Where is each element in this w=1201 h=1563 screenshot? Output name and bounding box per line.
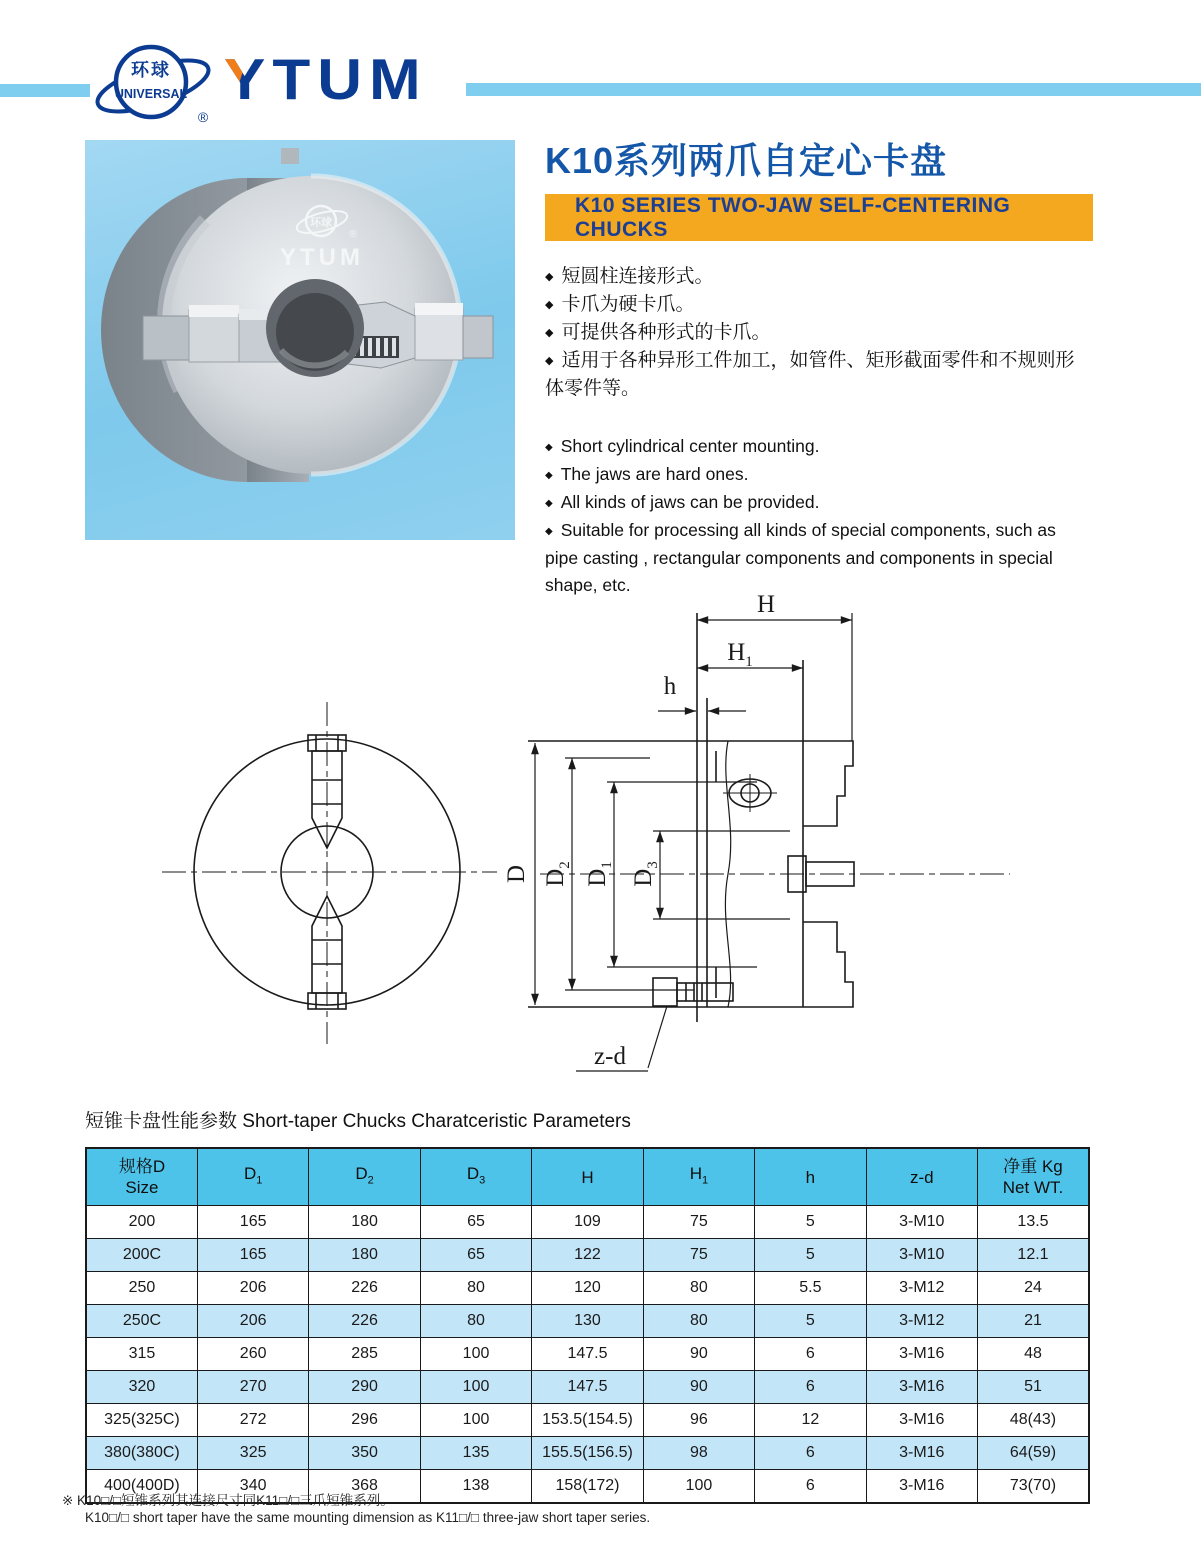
dim-label-zd: z-d xyxy=(594,1043,626,1070)
table-cell: 155.5(156.5) xyxy=(532,1437,643,1470)
table-row xyxy=(86,1239,1089,1272)
ytum-wordmark xyxy=(224,48,428,112)
spec-table-section xyxy=(85,1106,1090,1504)
column-header xyxy=(978,1148,1090,1206)
column-header xyxy=(532,1148,643,1206)
table-row xyxy=(86,1272,1089,1305)
dim-label-D3: $D_3$ xyxy=(630,861,661,887)
table-cell: 400(400D) xyxy=(86,1470,197,1504)
column-header-text2: Net WT. xyxy=(1002,1178,1064,1197)
table-cell: 206 xyxy=(197,1305,308,1338)
series-banner-text: K10 SERIES TWO-JAW SELF-CENTERING CHUCKS xyxy=(575,193,1011,241)
table-cell: 270 xyxy=(197,1371,308,1404)
table-cell: 100 xyxy=(420,1404,531,1437)
technical-drawing xyxy=(0,582,1201,1087)
table-cell: 147.5 xyxy=(532,1371,643,1404)
table-cell: 5 xyxy=(755,1239,866,1272)
column-header-text: 规格D xyxy=(118,1157,166,1176)
spec-table xyxy=(85,1147,1090,1504)
table-cell: 200 xyxy=(86,1206,197,1239)
table-cell: 130 xyxy=(532,1305,643,1338)
table-cell: 206 xyxy=(197,1272,308,1305)
table-cell: 100 xyxy=(420,1338,531,1371)
column-header-text: h xyxy=(805,1167,816,1187)
front-view xyxy=(162,702,497,1044)
table-cell: 226 xyxy=(309,1272,420,1305)
table-cell: 5.5 xyxy=(755,1272,866,1305)
table-row xyxy=(86,1371,1089,1404)
table-cell: 100 xyxy=(420,1371,531,1404)
table-cell: 21 xyxy=(978,1305,1090,1338)
table-cell: 48 xyxy=(978,1338,1090,1371)
table-cell: 3-M16 xyxy=(866,1404,977,1437)
spec-table-head xyxy=(86,1148,1089,1206)
page-title: K10系列两爪自定心卡盘 xyxy=(545,140,948,181)
table-cell: 90 xyxy=(643,1338,754,1371)
chuck-registered-mark: ® xyxy=(349,229,357,240)
table-cell: 147.5 xyxy=(532,1338,643,1371)
column-header-subscript: 1 xyxy=(256,1174,263,1187)
wordmark-letter-y: Y Y xyxy=(224,52,272,109)
spec-table-body xyxy=(86,1206,1089,1504)
table-cell: 98 xyxy=(643,1437,754,1470)
table-cell: 165 xyxy=(197,1239,308,1272)
table-cell: 296 xyxy=(309,1404,420,1437)
logo-brand-en: UNIVERSAL xyxy=(114,87,188,101)
table-cell: 48(43) xyxy=(978,1404,1090,1437)
table-cell: 3-M16 xyxy=(866,1437,977,1470)
table-cell: 6 xyxy=(755,1371,866,1404)
features-cn xyxy=(545,263,1093,403)
table-cell: 3-M16 xyxy=(866,1371,977,1404)
column-header xyxy=(309,1148,420,1206)
dim-label-h: h xyxy=(663,673,677,700)
column-header xyxy=(420,1148,531,1206)
footnote xyxy=(62,1492,650,1526)
table-row xyxy=(86,1305,1089,1338)
column-header-text: H xyxy=(689,1163,702,1183)
table-cell: 325 xyxy=(197,1437,308,1470)
column-header xyxy=(866,1148,977,1206)
feature-item: ◆ Suitable for processing all kinds of special components, such as pipe casting , rectangular components and components in special shape, etc. xyxy=(545,517,1093,599)
table-cell: 109 xyxy=(532,1206,643,1239)
table-cell: 165 xyxy=(197,1206,308,1239)
table-cell: 12.1 xyxy=(978,1239,1090,1272)
column-header-text: D xyxy=(243,1163,257,1183)
footnote-line-cn: ※ K10□/□短锥系列其连接尺寸同K11□/□三爪短锥系列。 xyxy=(62,1493,394,1508)
column-header-subscript: 3 xyxy=(479,1174,486,1187)
column-header-text2: Size xyxy=(125,1178,159,1197)
table-cell: 290 xyxy=(309,1371,420,1404)
header-accent-bar-right xyxy=(466,83,1201,96)
table-cell: 65 xyxy=(420,1206,531,1239)
column-header-text: z-d xyxy=(909,1167,934,1187)
column-header-text: D xyxy=(466,1163,480,1183)
dim-label-D1: $D_1$ xyxy=(584,861,615,887)
table-cell: 80 xyxy=(420,1305,531,1338)
table-cell: 368 xyxy=(309,1470,420,1504)
table-cell: 6 xyxy=(755,1437,866,1470)
feature-item: ◆ 卡爪为硬卡爪。 xyxy=(545,291,1093,319)
table-cell: 3-M12 xyxy=(866,1305,977,1338)
table-cell: 250C xyxy=(86,1305,197,1338)
dim-label-D2: $D_2$ xyxy=(542,861,573,887)
table-cell: 180 xyxy=(309,1206,420,1239)
table-cell: 12 xyxy=(755,1404,866,1437)
table-cell: 73(70) xyxy=(978,1470,1090,1504)
table-cell: 350 xyxy=(309,1437,420,1470)
table-cell: 65 xyxy=(420,1239,531,1272)
table-cell: 5 xyxy=(755,1206,866,1239)
table-cell: 325(325C) xyxy=(86,1404,197,1437)
feature-item: ◆ The jaws are hard ones. xyxy=(545,461,1093,489)
column-header xyxy=(86,1148,197,1206)
table-cell: 80 xyxy=(420,1272,531,1305)
table-row xyxy=(86,1206,1089,1239)
feature-item: ◆ 适用于各种异形工件加工，如管件、矩形截面零件和不规则形体零件等。 xyxy=(545,347,1093,403)
table-row xyxy=(86,1404,1089,1437)
table-cell: 13.5 xyxy=(978,1206,1090,1239)
column-header xyxy=(643,1148,754,1206)
table-cell: 3-M10 xyxy=(866,1206,977,1239)
header-accent-bar-left xyxy=(0,84,90,97)
table-cell: 153.5(154.5) xyxy=(532,1404,643,1437)
chuck-brand-en: YTUM xyxy=(280,244,364,271)
table-cell: 180 xyxy=(309,1239,420,1272)
table-row xyxy=(86,1437,1089,1470)
table-cell: 315 xyxy=(86,1338,197,1371)
table-cell: 380(380C) xyxy=(86,1437,197,1470)
table-cell: 100 xyxy=(643,1470,754,1504)
column-header-text: 净重 Kg xyxy=(1003,1157,1063,1176)
table-cell: 3-M10 xyxy=(866,1239,977,1272)
table-row xyxy=(86,1338,1089,1371)
table-cell: 3-M16 xyxy=(866,1338,977,1371)
table-cell: 3-M16 xyxy=(866,1470,977,1504)
table-cell: 3-M12 xyxy=(866,1272,977,1305)
table-cell: 80 xyxy=(643,1272,754,1305)
product-info xyxy=(545,140,1093,599)
table-cell: 200C xyxy=(86,1239,197,1272)
universal-globe-logo-icon xyxy=(93,40,218,128)
table-cell: 285 xyxy=(309,1338,420,1371)
table-cell: 51 xyxy=(978,1371,1090,1404)
table-cell: 96 xyxy=(643,1404,754,1437)
table-cell: 250 xyxy=(86,1272,197,1305)
logo-brand-cn: 环球 xyxy=(131,60,171,80)
table-cell: 320 xyxy=(86,1371,197,1404)
table-cell: 120 xyxy=(532,1272,643,1305)
chuck-photo-illustration xyxy=(85,140,515,540)
column-header-subscript: 2 xyxy=(367,1174,374,1187)
table-cell: 64(59) xyxy=(978,1437,1090,1470)
table-cell: 122 xyxy=(532,1239,643,1272)
table-cell: 138 xyxy=(420,1470,531,1504)
column-header-text: D xyxy=(355,1163,368,1183)
dim-label-H1: $H_1$ xyxy=(727,639,753,670)
table-title: 短锥卡盘性能参数 Short-taper Chucks Charatceristic Parameters xyxy=(85,1111,631,1132)
series-banner xyxy=(545,194,1093,241)
table-cell: 226 xyxy=(309,1305,420,1338)
dim-label-H: H xyxy=(756,591,776,618)
table-cell: 272 xyxy=(197,1404,308,1437)
product-photo xyxy=(85,140,515,540)
section-view xyxy=(528,613,1010,1071)
table-cell: 90 xyxy=(643,1371,754,1404)
column-header xyxy=(755,1148,866,1206)
wordmark-letters-tum: TUM xyxy=(272,48,428,112)
table-cell: 75 xyxy=(643,1206,754,1239)
dim-label-D: D xyxy=(503,864,530,884)
feature-item: ◆ 短圆柱连接形式。 xyxy=(545,263,1093,291)
feature-item: ◆ 可提供各种形式的卡爪。 xyxy=(545,319,1093,347)
table-cell: 260 xyxy=(197,1338,308,1371)
column-header-text: H xyxy=(581,1167,594,1187)
column-header xyxy=(197,1148,308,1206)
page-header xyxy=(0,38,1201,130)
table-cell: 158(172) xyxy=(532,1470,643,1504)
chuck-brand-cn: 环球 xyxy=(310,217,332,229)
table-cell: 340 xyxy=(197,1470,308,1504)
features-en xyxy=(545,433,1093,599)
table-cell: 6 xyxy=(755,1338,866,1371)
table-cell: 6 xyxy=(755,1470,866,1504)
table-cell: 24 xyxy=(978,1272,1090,1305)
table-cell: 75 xyxy=(643,1239,754,1272)
registered-mark: ® xyxy=(197,109,209,125)
footnote-line-en: K10□/□ short taper have the same mounting dimension as K11□/□ three-jaw short taper series. xyxy=(85,1510,651,1525)
table-cell: 80 xyxy=(643,1305,754,1338)
table-cell: 135 xyxy=(420,1437,531,1470)
column-header-subscript: 1 xyxy=(701,1174,709,1187)
spec-table-header-row xyxy=(86,1148,1089,1206)
table-cell: 5 xyxy=(755,1305,866,1338)
feature-item: ◆ Short cylindrical center mounting. xyxy=(545,433,1093,461)
feature-item: ◆ All kinds of jaws can be provided. xyxy=(545,489,1093,517)
